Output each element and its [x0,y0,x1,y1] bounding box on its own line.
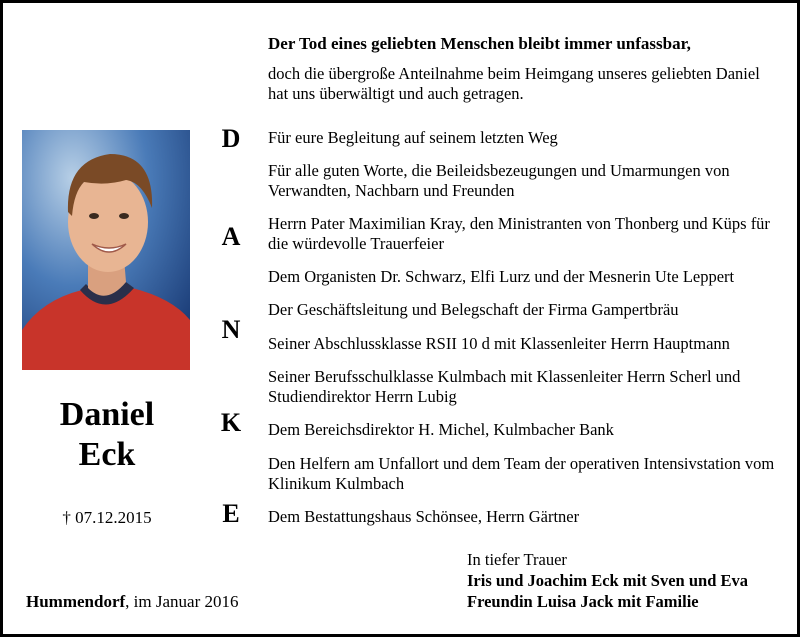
thanks-item: Seiner Berufsschulklasse Kulmbach mit Klassenleiter Herrn Scherl und Studiendirektor Herrn Lubig [268,367,741,406]
thanks-item: Den Helfern am Unfallort und dem Team der operativen Intensivstation vom Klinikum Kulmbach [268,454,775,493]
portrait-illustration [22,130,190,370]
thanks-item: Herrn Pater Maximilian Kray, den Ministranten von Thonberg und Küps für die würdevolle Trauerfeier [268,214,770,253]
intro-text: doch die übergroße Anteilnahme beim Heimgang unseres geliebten Daniel hat uns überwältigt und auch getragen. [268,64,760,103]
date-text: , im Januar 2016 [125,592,239,611]
letter-a: A [221,222,241,251]
first-name: Daniel [59,396,155,433]
thanks-item: Dem Organisten Dr. Schwarz, Elfi Lurz und der Mesnerin Ute Leppert [268,267,735,286]
thanks-item: Für eure Begleitung auf seinem letzten Weg [268,128,558,147]
mourners-line-1: Iris und Joachim Eck mit Sven und Eva [467,571,749,590]
mourning-label: In tiefer Trauer [467,550,567,569]
letter-e: E [222,499,240,528]
death-date: † 07.12.2015 [62,508,152,527]
thanks-item: Der Geschäftsleitung und Belegschaft der Firma Gampertbräu [268,300,679,319]
thanks-item: Dem Bereichsdirektor H. Michel, Kulmbacher Bank [268,420,614,439]
thanks-item: Seiner Abschlussklasse RSII 10 d mit Klassenleiter Herrn Hauptmann [268,334,730,353]
place-name: Hummendorf [26,592,126,611]
place-date [26,592,239,612]
portrait-photo [22,130,190,370]
thanks-item: Für alle guten Worte, die Beileidsbezeugungen und Umarmungen von Verwandten, Nachbarn und Freunden [268,161,730,200]
thanks-item: Dem Bestattungshaus Schönsee, Herrn Gärtner [268,507,580,526]
letter-d: D [221,124,241,153]
last-name: Eck [78,436,136,473]
mourners-line-2: Freundin Luisa Jack mit Familie [467,592,699,611]
letter-k: K [220,408,242,437]
letter-n: N [221,315,241,344]
headline: Der Tod eines geliebten Menschen bleibt immer unfassbar, [268,34,691,53]
